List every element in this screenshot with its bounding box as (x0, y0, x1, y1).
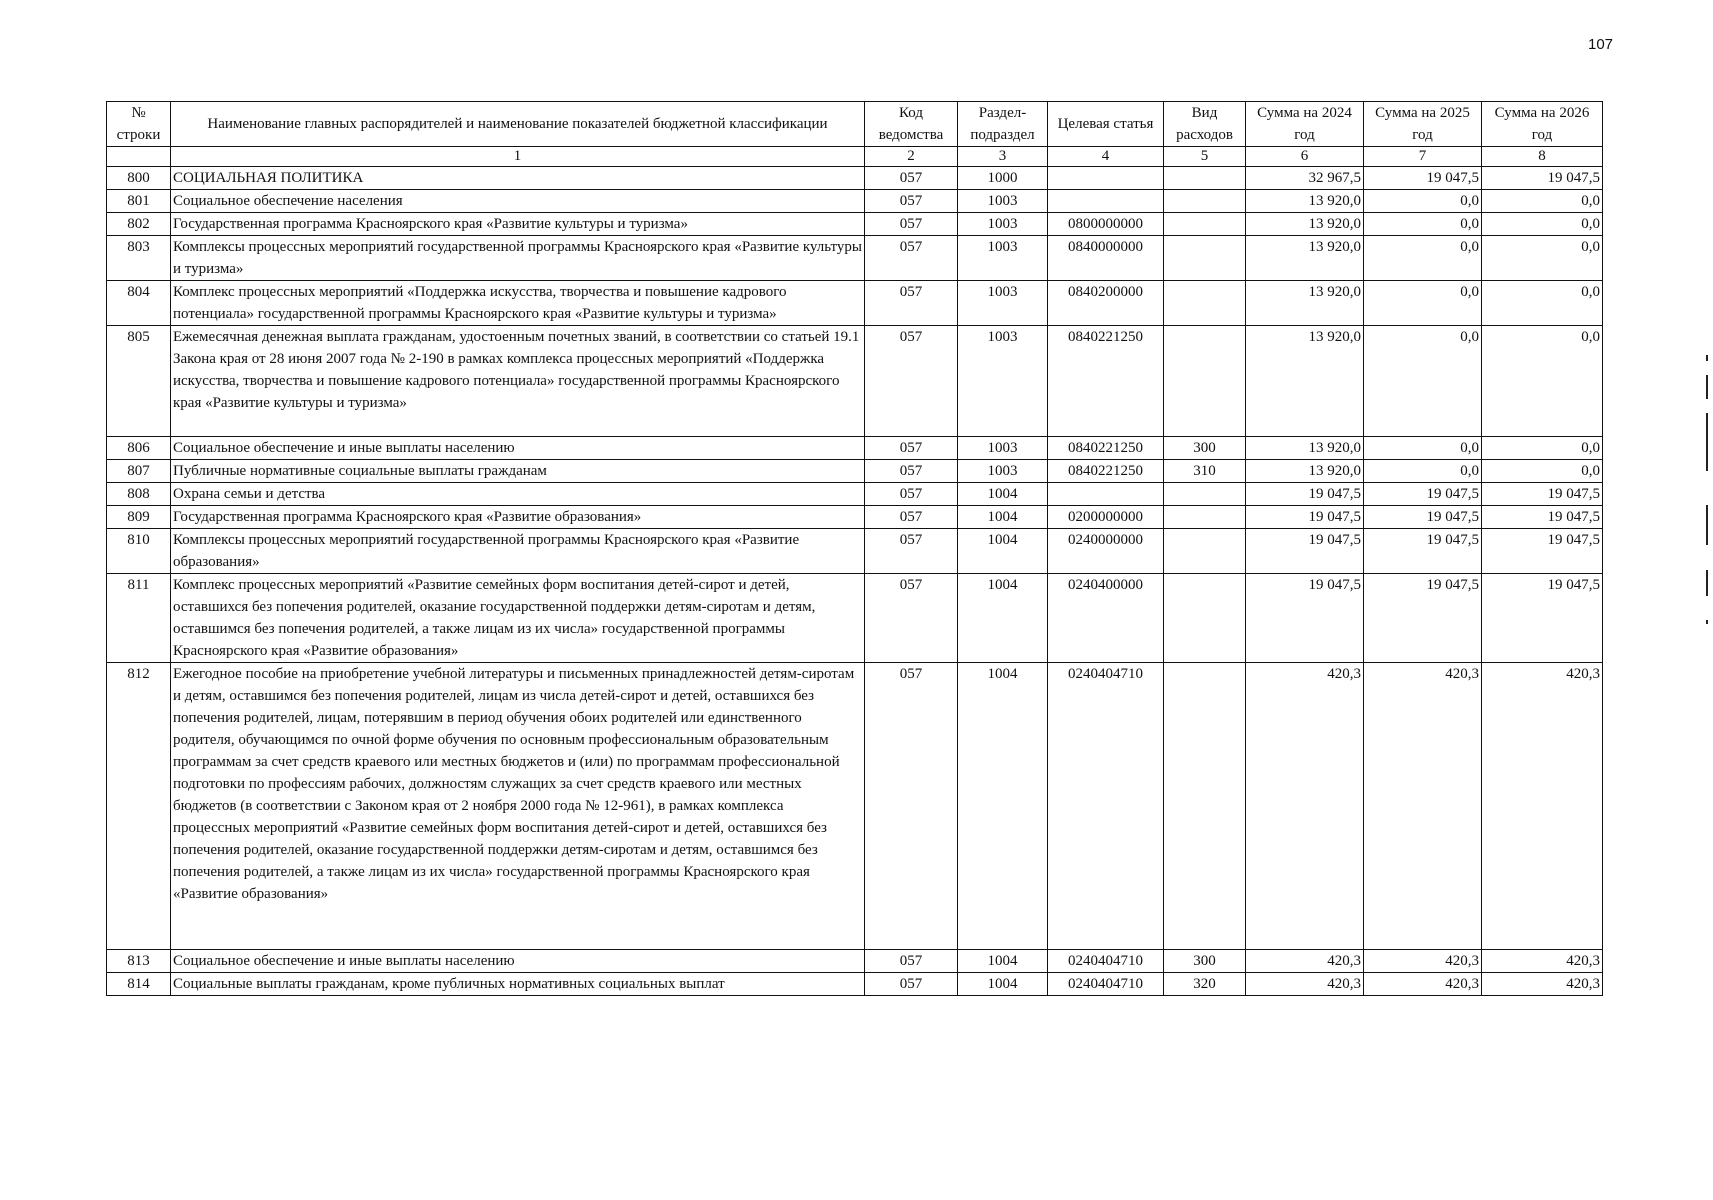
row-section: 1004 (958, 950, 1048, 973)
table-row (107, 213, 1603, 236)
row-exp-type (1164, 663, 1246, 950)
row-section: 1003 (958, 437, 1048, 460)
row-name: Социальное обеспечение населения (171, 190, 865, 213)
column-number: 2 (865, 147, 958, 167)
row-sum-2025: 420,3 (1364, 950, 1482, 973)
row-target (1048, 483, 1164, 506)
table-row (107, 973, 1603, 996)
row-dept-code: 057 (865, 281, 958, 326)
row-exp-type: 310 (1164, 460, 1246, 483)
row-sum-2025: 0,0 (1364, 460, 1482, 483)
header-section: Раздел-подраздел (958, 102, 1048, 147)
column-number: 1 (171, 147, 865, 167)
table-row (107, 483, 1603, 506)
table-row (107, 460, 1603, 483)
table-row (107, 326, 1603, 437)
row-section: 1000 (958, 167, 1048, 190)
row-section: 1004 (958, 506, 1048, 529)
row-target: 0240404710 (1048, 663, 1164, 950)
row-exp-type (1164, 190, 1246, 213)
row-dept-code: 057 (865, 663, 958, 950)
row-section: 1004 (958, 663, 1048, 950)
budget-table (106, 101, 1603, 996)
row-number: 809 (107, 506, 171, 529)
header-dept-code: Код ведомства (865, 102, 958, 147)
row-sum-2025: 420,3 (1364, 973, 1482, 996)
row-number: 811 (107, 574, 171, 663)
row-target: 0240400000 (1048, 574, 1164, 663)
row-sum-2025: 19 047,5 (1364, 506, 1482, 529)
row-sum-2025: 420,3 (1364, 663, 1482, 950)
column-number: 4 (1048, 147, 1164, 167)
row-target: 0800000000 (1048, 213, 1164, 236)
row-name: Охрана семьи и детства (171, 483, 865, 506)
row-number: 804 (107, 281, 171, 326)
row-dept-code: 057 (865, 190, 958, 213)
row-sum-2026: 420,3 (1482, 663, 1603, 950)
row-section: 1003 (958, 213, 1048, 236)
column-number: 7 (1364, 147, 1482, 167)
row-sum-2025: 0,0 (1364, 236, 1482, 281)
row-sum-2024: 19 047,5 (1246, 483, 1364, 506)
row-number: 808 (107, 483, 171, 506)
row-exp-type (1164, 236, 1246, 281)
row-sum-2026: 0,0 (1482, 213, 1603, 236)
row-sum-2026: 0,0 (1482, 460, 1603, 483)
row-sum-2024: 13 920,0 (1246, 236, 1364, 281)
row-name: Государственная программа Красноярского края «Развитие образования» (171, 506, 865, 529)
row-exp-type: 320 (1164, 973, 1246, 996)
header-row (107, 102, 1603, 147)
row-sum-2026: 19 047,5 (1482, 529, 1603, 574)
row-target (1048, 190, 1164, 213)
row-sum-2024: 420,3 (1246, 950, 1364, 973)
table-row (107, 950, 1603, 973)
row-section: 1003 (958, 460, 1048, 483)
row-sum-2025: 19 047,5 (1364, 483, 1482, 506)
row-dept-code: 057 (865, 236, 958, 281)
row-number: 813 (107, 950, 171, 973)
row-name: Социальные выплаты гражданам, кроме публичных нормативных социальных выплат (171, 973, 865, 996)
row-name: Социальное обеспечение и иные выплаты населению (171, 437, 865, 460)
page-number: 107 (1588, 36, 1614, 53)
row-exp-type (1164, 281, 1246, 326)
table-row (107, 190, 1603, 213)
row-section: 1003 (958, 190, 1048, 213)
row-target: 0840221250 (1048, 326, 1164, 437)
row-section: 1003 (958, 281, 1048, 326)
row-number: 801 (107, 190, 171, 213)
row-number: 807 (107, 460, 171, 483)
row-name: СОЦИАЛЬНАЯ ПОЛИТИКА (171, 167, 865, 190)
table-body (107, 167, 1603, 996)
row-section: 1003 (958, 326, 1048, 437)
header-name: Наименование главных распорядителей и наименование показателей бюджетной классификации (171, 102, 865, 147)
row-number: 810 (107, 529, 171, 574)
header-sum-2025: Сумма на 2025 год (1364, 102, 1482, 147)
row-sum-2024: 13 920,0 (1246, 281, 1364, 326)
row-dept-code: 057 (865, 326, 958, 437)
row-dept-code: 057 (865, 213, 958, 236)
column-number-row (107, 147, 1603, 167)
row-name: Комплекс процессных мероприятий «Развитие семейных форм воспитания детей-сирот и детей, оставшихся без попечения родителей, оказание государственной поддержки детям-сиротам и детям, оставшимся без попечения родителей, а также лицам из их числа» государственной программы Красноярского края «Развитие образования» (171, 574, 865, 663)
row-sum-2025: 0,0 (1364, 437, 1482, 460)
row-name: Комплексы процессных мероприятий государственной программы Красноярского края «Развитие образования» (171, 529, 865, 574)
row-target: 0200000000 (1048, 506, 1164, 529)
column-number: 8 (1482, 147, 1603, 167)
row-sum-2025: 19 047,5 (1364, 529, 1482, 574)
row-exp-type (1164, 167, 1246, 190)
row-sum-2024: 420,3 (1246, 663, 1364, 950)
row-exp-type (1164, 326, 1246, 437)
row-dept-code: 057 (865, 437, 958, 460)
row-exp-type (1164, 483, 1246, 506)
row-sum-2026: 19 047,5 (1482, 574, 1603, 663)
row-target: 0840000000 (1048, 236, 1164, 281)
row-sum-2024: 13 920,0 (1246, 190, 1364, 213)
row-number: 814 (107, 973, 171, 996)
row-name: Комплексы процессных мероприятий государственной программы Красноярского края «Развитие культуры и туризма» (171, 236, 865, 281)
row-section: 1004 (958, 483, 1048, 506)
header-sum-2026: Сумма на 2026 год (1482, 102, 1603, 147)
row-sum-2025: 0,0 (1364, 281, 1482, 326)
column-number: 3 (958, 147, 1048, 167)
row-sum-2026: 19 047,5 (1482, 167, 1603, 190)
header-exp-type: Вид расходов (1164, 102, 1246, 147)
row-sum-2024: 32 967,5 (1246, 167, 1364, 190)
row-dept-code: 057 (865, 950, 958, 973)
row-sum-2024: 13 920,0 (1246, 213, 1364, 236)
row-sum-2024: 420,3 (1246, 973, 1364, 996)
row-sum-2026: 0,0 (1482, 437, 1603, 460)
row-section: 1004 (958, 529, 1048, 574)
header-target: Целевая статья (1048, 102, 1164, 147)
table-row (107, 437, 1603, 460)
column-number: 6 (1246, 147, 1364, 167)
table-row (107, 574, 1603, 663)
row-name: Ежегодное пособие на приобретение учебной литературы и письменных принадлежностей детям-сиротам и детям, оставшимся без попечения родителей, лицам из числа детей-сирот и детей, оставшихся без попечения родителей, лицам, потерявшим в период обучения обоих родителей или единственного родителя, обучающимся по очной форме обучения по основным профессиональным образовательным программам за счет средств краевого или местных бюджетов и (или) по программам профессиональной подготовки по профессиям рабочих, должностям служащих за счет средств краевого или местных бюджетов (в соответствии с Законом края от 2 ноября 2000 года № 12-961), в рамках комплекса процессных мероприятий «Развитие семейных форм воспитания детей-сирот и детей, оставшихся без попечения родителей, оказание государственной поддержки детям-сиротам и детям, оставшимся без попечения родителей, а также лицам из их числа» государственной программы Красноярского края «Развитие образования» (171, 663, 865, 950)
row-target: 0840221250 (1048, 460, 1164, 483)
row-number: 812 (107, 663, 171, 950)
row-sum-2026: 0,0 (1482, 190, 1603, 213)
row-exp-type (1164, 574, 1246, 663)
row-number: 802 (107, 213, 171, 236)
row-sum-2024: 13 920,0 (1246, 460, 1364, 483)
table-row (107, 663, 1603, 950)
row-sum-2026: 19 047,5 (1482, 506, 1603, 529)
row-dept-code: 057 (865, 483, 958, 506)
row-dept-code: 057 (865, 460, 958, 483)
row-dept-code: 057 (865, 529, 958, 574)
row-name: Ежемесячная денежная выплата гражданам, удостоенным почетных званий, в соответствии со статьей 19.1 Закона края от 28 июня 2007 года № 2-190 в рамках комплекса процессных мероприятий «Поддержка искусства, творчества и повышение кадрового потенциала» государственной программы Красноярского края «Развитие культуры и туризма» (171, 326, 865, 437)
row-number: 805 (107, 326, 171, 437)
row-target: 0840221250 (1048, 437, 1164, 460)
table-row (107, 167, 1603, 190)
row-sum-2024: 19 047,5 (1246, 574, 1364, 663)
row-exp-type (1164, 506, 1246, 529)
row-sum-2026: 0,0 (1482, 326, 1603, 437)
row-exp-type (1164, 529, 1246, 574)
column-number: 5 (1164, 147, 1246, 167)
row-name: Социальное обеспечение и иные выплаты населению (171, 950, 865, 973)
row-dept-code: 057 (865, 506, 958, 529)
row-exp-type: 300 (1164, 437, 1246, 460)
row-sum-2025: 19 047,5 (1364, 574, 1482, 663)
header-row-no: № строки (107, 102, 171, 147)
row-sum-2025: 0,0 (1364, 326, 1482, 437)
row-dept-code: 057 (865, 574, 958, 663)
row-sum-2026: 420,3 (1482, 973, 1603, 996)
row-name: Публичные нормативные социальные выплаты гражданам (171, 460, 865, 483)
row-sum-2026: 420,3 (1482, 950, 1603, 973)
row-sum-2025: 0,0 (1364, 190, 1482, 213)
row-target: 0240404710 (1048, 973, 1164, 996)
header-sum-2024: Сумма на 2024 год (1246, 102, 1364, 147)
row-sum-2026: 19 047,5 (1482, 483, 1603, 506)
row-sum-2024: 19 047,5 (1246, 529, 1364, 574)
row-sum-2025: 19 047,5 (1364, 167, 1482, 190)
row-target: 0240000000 (1048, 529, 1164, 574)
row-sum-2026: 0,0 (1482, 281, 1603, 326)
row-exp-type: 300 (1164, 950, 1246, 973)
row-sum-2026: 0,0 (1482, 236, 1603, 281)
row-target: 0840200000 (1048, 281, 1164, 326)
row-dept-code: 057 (865, 167, 958, 190)
row-sum-2024: 13 920,0 (1246, 326, 1364, 437)
row-target: 0240404710 (1048, 950, 1164, 973)
table-row (107, 529, 1603, 574)
row-section: 1003 (958, 236, 1048, 281)
column-number (107, 147, 171, 167)
table-row (107, 506, 1603, 529)
row-name: Государственная программа Красноярского края «Развитие культуры и туризма» (171, 213, 865, 236)
row-sum-2024: 13 920,0 (1246, 437, 1364, 460)
row-number: 803 (107, 236, 171, 281)
table-row (107, 281, 1603, 326)
row-exp-type (1164, 213, 1246, 236)
row-sum-2024: 19 047,5 (1246, 506, 1364, 529)
row-number: 800 (107, 167, 171, 190)
row-target (1048, 167, 1164, 190)
row-dept-code: 057 (865, 973, 958, 996)
row-sum-2025: 0,0 (1364, 213, 1482, 236)
row-section: 1004 (958, 973, 1048, 996)
row-number: 806 (107, 437, 171, 460)
table-row (107, 236, 1603, 281)
row-name: Комплекс процессных мероприятий «Поддержка искусства, творчества и повышение кадрового потенциала» государственной программы Красноярского края «Развитие культуры и туризма» (171, 281, 865, 326)
row-section: 1004 (958, 574, 1048, 663)
